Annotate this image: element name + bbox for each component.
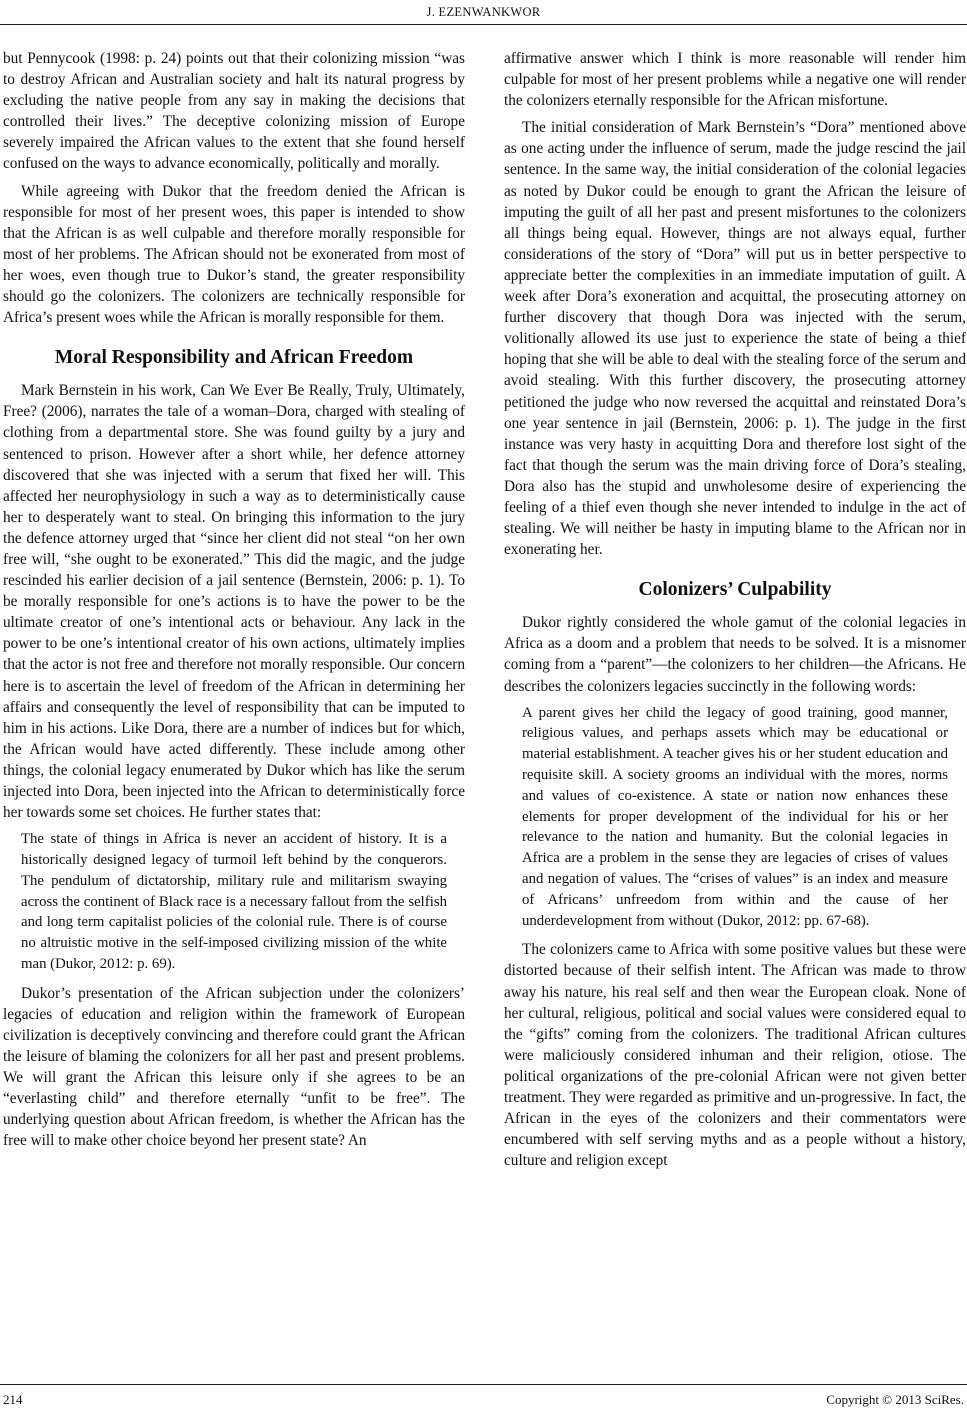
paragraph: affirmative answer which I think is more reasonable will render him culpable for most of her present problems while a negative one will render the colonizers eternally responsible for the African misfortune. (504, 50, 966, 110)
footer-divider (0, 1384, 967, 1385)
page-number: 214 (3, 1392, 23, 1407)
section-heading: Colonizers’ Culpability (638, 579, 832, 601)
header-divider (0, 24, 967, 25)
paragraph: The initial consideration of Mark Bernstein’s “Dora” mentioned above as one acting under the influence of serum, made the judge rescind the jail sentence. In the same way, the initial consideration of the colonial legacies as noted by Dukor could be enough to grant the African the leisure of imputing the guilt of all her past and present misfortunes to the colonizers all things being equal. However, things are not always equal, further considerations of the story of “Dora” will put us in better perspective to appreciate better the complexities in an immediate imputation of guilt. A week after Dora’s exoneration and acquittal, the prosecuting attorney on further discovery that though Dora was injected with the serum, volitionally allowed its use just to experience the state of being a thief hoping that she will be able to deal with the stealing force of the serum and avoid stealing. With this further discovery, the prosecuting attorney petitioned the judge who now reversed the acquittal and reinstated Dora’s one year sentence in jail (Bernstein, 2006: p. 1). The judge in the first instance was very hasty in acquitting Dora and therefore lost sight of the fact that though the serum was the main driving force of Dora’s stealing, Dora also has the stupid and unwholesome desire of experiencing the feeling of a thief even though she never intended to indulge in the act of stealing. We will neither be hasty in imputing blame to the African nor in exonerating her. (504, 119, 966, 559)
right-column (504, 48, 966, 1177)
paragraph: While agreeing with Dukor that the freedom denied the African is responsible for most of her present woes, this paper is intended to show that the African is as well culpable and therefore morally responsible for most of her problems. The African should not be exonerated from most of her woes, even though true to Dukor’s stand, the greater responsibility should go the colonizers. The colonizers are technically responsible for Africa’s present woes while the African is morally responsible for them. (3, 182, 465, 327)
paragraph: Mark Bernstein in his work, Can We Ever Be Really, Truly, Ultimately, Free? (2006), narrates the tale of a woman–Dora, charged with stealing of clothing from a departmental store. She was found guilty by a jury and sentenced to prison. However after a short while, her defence attorney discovered that she was injected with a serum that fixed her will. This affected her neurophysiology in such a way as to deterministically cause her to desperately want to steal. On bringing this information to the jury the defence attorney urged that “since her client did not steal “on her own free will, “she ought to be exonerated.” This did the magic, and the judge rescinded his earlier decision of a jail sentence (Bernstein, 2006: p. 1). To be morally responsible for one’s actions is to have the power to be the ultimate creator of one’s intentional acts or behaviour. Any lack in the power to be one’s intentional creator of his own actions, ultimately implies that the actor is not free and therefore not morally responsible. Our concern here is to ascertain the level of freedom of the African in determining her affairs and consequently the level of responsibility that can be imputed to him in his actions. Like Dora, there are a number of indices but for which, the African would have acted differently. These include among other things, the colonial legacy enumerated by Dukor which has like the serum injected into Dora, been injected into the African to deterministically force her towards some set choices. He further states that: (3, 382, 465, 822)
paragraph: Dukor rightly considered the whole gamut of the colonial legacies in Africa as a doom and a problem that needs to be solved. It is a misnomer coming from a “parent”—the colonizers to her children—the Africans. He describes the colonizers legacies succinctly in the following words: (504, 614, 966, 695)
left-column (3, 48, 465, 1158)
block-quote: The state of things in Africa is never an accident of history. It is a historically designed legacy of turmoil left behind by the conquerors. The pendulum of dictatorship, military rule and militarism swaying across the continent of Black race is a necessary fallout from the selfish and long term capitalist policies of the colonial rule. There is of course no altruistic motive in the self-imposed civilizing mission of the white man (Dukor, 2012: p. 69). (21, 831, 447, 972)
section-heading: Moral Responsibility and African Freedom (54, 347, 414, 369)
copyright-notice: Copyright © 2013 SciRes. (826, 1392, 964, 1407)
running-header: J. EZENWANKWOR (426, 5, 541, 19)
paragraph: Dukor’s presentation of the African subjection under the colonizers’ legacies of education and religion within the framework of European civilization is deceptively convincing and therefore could grant the African the leisure of blaming the colonizers for all her past and present problems. We will grant the African this leisure only if she agrees to be an “everlasting child” and therefore eternally “unfit to be free”. The underlying question about African freedom, is whether the African has the free will to make other choice beyond her present state? An (3, 984, 465, 1150)
block-quote: A parent gives her child the legacy of good training, good manner, religious values, and perhaps assets which may be educational or material establishment. A teacher gives his or her student education and requisite skill. A society grooms an individual with the mores, norms and values of co-existence. A state or nation now enhances these elements for proper development of the individual for his or her relevance to the nation and humanity. But the colonial legacies in Africa are a problem in the sense they are legacies of crises of values and negation of values. The “crises of values” is an index and measure of Africans’ unfreedom from within and the cause of her underdevelopment from without (Dukor, 2012: pp. 67-68). (522, 704, 948, 929)
paragraph: The colonizers came to Africa with some positive values but these were distorted because of their selfish intent. The African was made to throw away his nature, his real self and then wear the European cloak. None of her cultural, religious, political and social values were considered equal to the “gifts” coming from the colonizers. The traditional African cultures were maliciously considered inhuman and their religion, otiose. The political organizations of the pre-colonial African were not given better treatment. They were regarded as primitive and un-progressive. In fact, the African in the eyes of the colonizers and their commentators were encumbered with self serving myths and as a people without a history, culture and religion except (504, 941, 966, 1170)
paragraph: but Pennycook (1998: p. 24) points out that their colonizing mission “was to destroy African and Australian society and halt its natural progress by excluding the native people from any say in making the decisions that controlled their lives.” The deceptive colonizing mission of Europe severely impaired the African values to the extent that she found herself confused on the ways to advance economically, politically and morally. (3, 50, 465, 173)
